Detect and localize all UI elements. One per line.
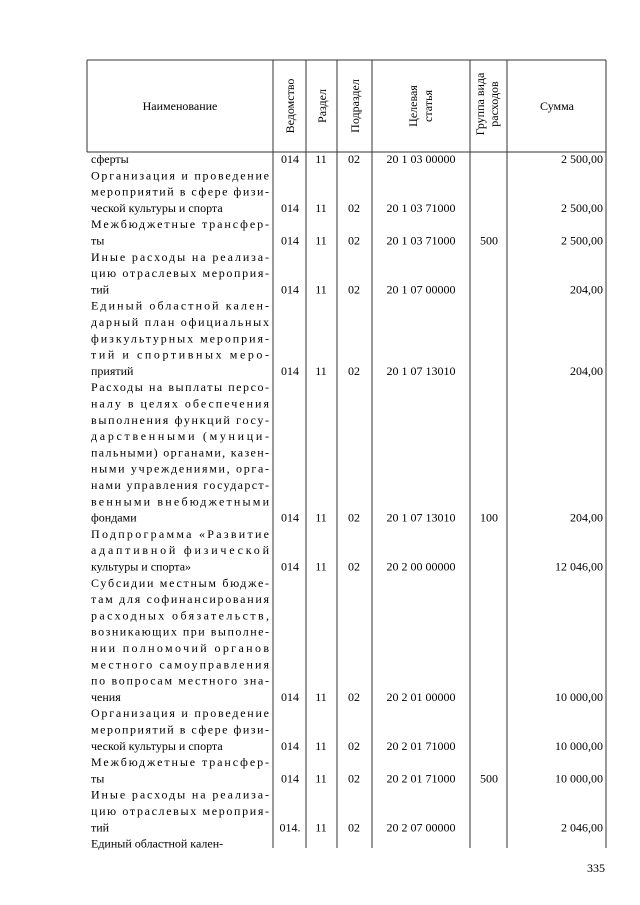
row-name-line: ты [91,771,105,786]
row-podrazdel: 02 [348,233,360,248]
table-row [91,527,603,574]
row-podrazdel: 02 [348,282,360,297]
row-ved: 014 [281,282,299,297]
row-celevaya: 20 2 01 71000 [386,771,456,786]
row-summa: 2 500,00 [561,200,603,215]
row-razdel: 11 [315,689,327,704]
row-name-line: местного самоуправления [91,657,269,672]
row-celevaya: 20 2 01 00000 [386,689,456,704]
row-ved: 014 [281,152,299,166]
row-name-line: расходных обязательств, [91,608,269,623]
row-name-line: нии полномочий органов [91,641,269,655]
table-row [91,250,603,297]
row-gruppa: 500 [480,233,498,248]
header-gruppa-2: расходов [487,81,501,127]
row-name-line: налу в целях обеспечения [91,396,269,411]
row-name-line: ческой культуры и спорта [91,738,223,753]
row-name-line: Расходы на выплаты персо- [91,380,269,395]
row-podrazdel: 02 [348,152,360,166]
table-body [91,152,603,851]
row-celevaya: 20 1 03 00000 [386,152,456,166]
row-name-line: Иные расходы на реализа- [91,787,269,802]
row-ved: 014 [281,689,299,704]
header-podrazdel: Подраздел [348,79,362,133]
row-razdel: 11 [315,510,327,525]
table-row [91,380,603,524]
row-name-line: фондами [91,510,137,525]
row-name-line: приятий [91,363,134,378]
row-ved: 014 [281,233,299,248]
row-summa: 10 000,00 [555,771,603,786]
row-summa: 12 046,00 [555,559,603,574]
row-podrazdel: 02 [348,510,360,525]
table-header [143,72,575,135]
header-name: Наименование [142,99,218,113]
row-name-line: адаптивной физической [91,543,269,558]
header-razdel: Раздел [315,89,329,123]
row-name-line: Единый областной кален- [91,836,224,851]
table-row [91,837,223,851]
row-podrazdel: 02 [348,820,360,835]
row-name-line: пальными) органами, казен- [91,445,269,460]
row-name-line: дарственными (муници- [91,429,269,444]
row-celevaya: 20 1 07 00000 [386,282,456,297]
row-summa: 2 500,00 [561,152,603,166]
row-razdel: 11 [315,559,327,574]
row-razdel: 11 [315,282,327,297]
row-name-line: культуры и спорта» [91,559,192,574]
row-name-line: Организация и проведение [91,168,269,183]
row-podrazdel: 02 [348,738,360,753]
row-name-line: Иные расходы на реализа- [91,249,269,264]
row-name-line: сферты [91,152,129,166]
row-celevaya: 20 2 07 00000 [386,820,456,835]
row-celevaya: 20 1 07 13010 [386,510,456,525]
row-razdel: 11 [315,771,327,786]
header-celevaya-2: статья [421,90,435,122]
row-name-line: цию отраслевых мероприя- [91,804,269,818]
table-row [91,168,603,215]
row-name-line: мероприятий в сфере физи- [91,184,269,199]
row-summa: 2 046,00 [561,820,603,835]
table-row [91,706,603,753]
row-name-line: тий и спортивных меро- [91,347,269,362]
table-row [91,299,603,378]
row-celevaya: 20 1 03 71000 [386,233,456,248]
row-name-line: Единый областной кален- [91,298,269,313]
page-number: 335 [587,861,605,875]
table-row [91,152,603,166]
row-ved: 014 [281,559,299,574]
row-podrazdel: 02 [348,559,360,574]
row-name-line: там для софинансирования [91,592,269,607]
row-podrazdel: 02 [348,200,360,215]
row-summa: 204,00 [570,282,603,297]
row-gruppa: 500 [480,771,498,786]
row-name-line: Подпрограмма «Развитие [91,526,269,541]
header-celevaya-1: Целевая [406,85,420,127]
table-row [91,755,603,785]
row-ved: 014 [281,510,299,525]
row-celevaya: 20 1 07 13010 [386,363,456,378]
row-podrazdel: 02 [348,363,360,378]
row-name-line: Субсидии местным бюдже- [91,575,269,590]
row-summa: 204,00 [570,363,603,378]
row-name-line: возникающих при выполне- [91,624,269,639]
row-ved: 014 [281,363,299,378]
row-celevaya: 20 2 00 00000 [386,559,456,574]
row-razdel: 11 [315,200,327,215]
row-summa: 10 000,00 [555,689,603,704]
row-name-line: мероприятий в сфере физи- [91,722,269,737]
row-name-line: физкультурных мероприя- [91,331,269,346]
row-name-line: нами управления государст- [91,478,269,492]
row-razdel: 11 [315,820,327,835]
row-name-line: тий [91,820,110,835]
row-name-line: цию отраслевых мероприя- [91,266,269,281]
header-summa: Сумма [540,99,574,113]
row-ved: 014 [281,738,299,753]
row-ved: 014. [279,820,301,835]
row-name-line: Межбюджетные трансфер- [91,755,269,770]
row-name-line: выполнения функций госу- [91,412,269,427]
row-razdel: 11 [315,738,327,753]
header-gruppa-1: Группа вида [473,72,487,136]
header-vedomstvo: Ведомство [283,78,297,134]
row-celevaya: 20 1 03 71000 [386,200,456,215]
row-podrazdel: 02 [348,689,360,704]
row-name-line: тий [91,282,110,297]
row-razdel: 11 [315,363,327,378]
row-summa: 204,00 [570,510,603,525]
row-razdel: 11 [315,152,327,166]
row-name-line: венными внебюджетными [91,494,269,509]
row-celevaya: 20 2 01 71000 [386,738,456,753]
table-row [91,576,603,704]
row-ved: 014 [281,200,299,215]
row-summa: 2 500,00 [561,233,603,248]
row-gruppa: 100 [480,510,498,525]
row-name-line: чения [91,689,121,704]
row-summa: 10 000,00 [555,738,603,753]
table-row [91,788,603,835]
row-razdel: 11 [315,233,327,248]
row-ved: 014 [281,771,299,786]
row-name-line: ными учреждениями, орга- [91,461,269,476]
row-podrazdel: 02 [348,771,360,786]
row-name-line: Организация и проведение [91,706,269,721]
row-name-line: Межбюджетные трансфер- [91,217,269,232]
table-row [91,217,603,247]
row-name-line: по вопросам местного зна- [91,673,269,688]
row-name-line: ческой культуры и спорта [91,200,223,215]
row-name-line: дарный план официальных [91,315,269,329]
row-name-line: ты [91,233,105,248]
